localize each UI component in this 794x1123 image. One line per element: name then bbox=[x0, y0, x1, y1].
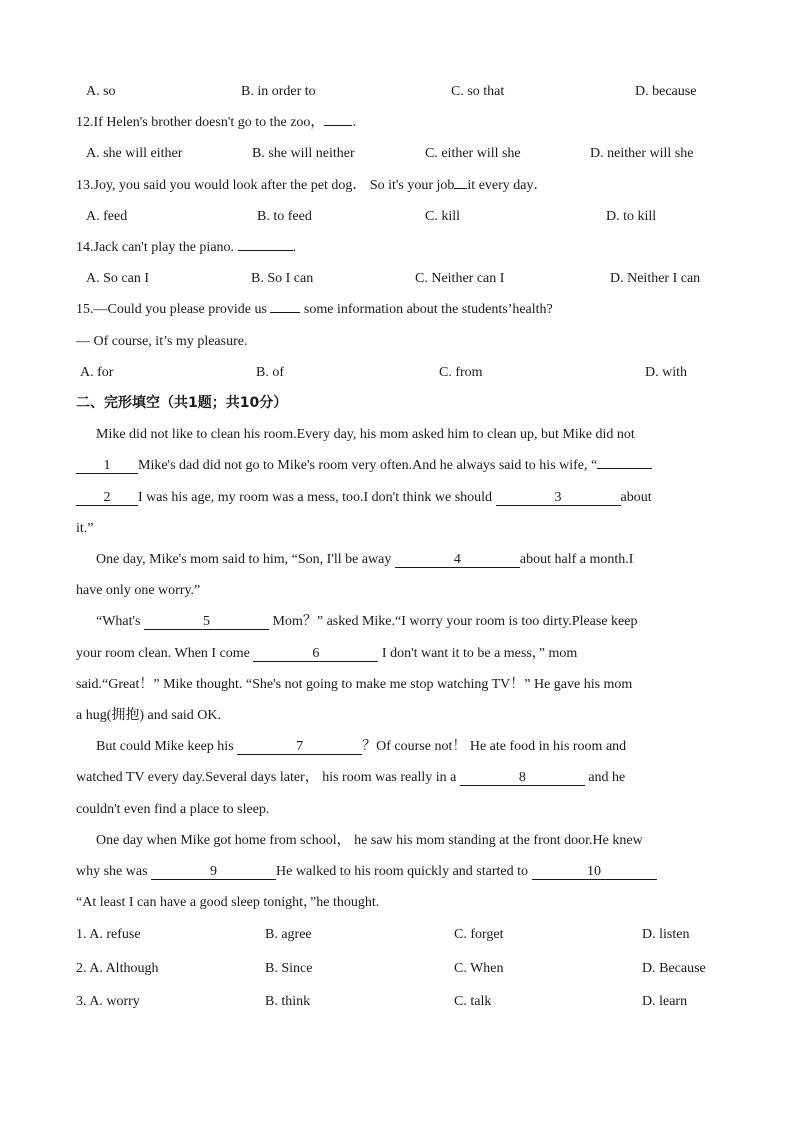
q15-stem-end: some information about the students’health? bbox=[303, 302, 553, 317]
cloze-q1-option-d: D. listen bbox=[642, 927, 690, 942]
q12-option-c: C. either will she bbox=[425, 146, 521, 161]
passage-text: But could Mike keep his bbox=[96, 739, 234, 754]
blank-2-start bbox=[597, 468, 652, 469]
passage-line-2 bbox=[76, 457, 720, 475]
passage-text: I don't want it to be a mess，” mom bbox=[381, 646, 578, 661]
q13-option-c: C. kill bbox=[425, 209, 461, 224]
cloze-q1-option-c: C. forget bbox=[454, 927, 504, 942]
passage-text: I was his age, my room was a mess, too.I don't think we should bbox=[138, 490, 493, 505]
passage-line-13: couldn't even find a place to sleep. bbox=[76, 802, 270, 817]
q14-option-b: B. So I can bbox=[251, 271, 314, 286]
q15-blank bbox=[270, 312, 300, 313]
q14-option-c: C. Neither can I bbox=[415, 271, 505, 286]
q15-option-c: C. from bbox=[439, 365, 483, 380]
cloze-q3-option-b: B. think bbox=[265, 994, 311, 1009]
blank-10: 10 bbox=[532, 864, 657, 880]
passage-line-3 bbox=[76, 489, 720, 507]
passage-text: “What's bbox=[96, 614, 141, 629]
q12-option-a: A. she will either bbox=[86, 146, 183, 161]
q14-stem bbox=[76, 239, 720, 257]
passage-line-8 bbox=[76, 645, 720, 663]
cloze-q1-option-a: 1. A. refuse bbox=[76, 927, 141, 942]
passage-line-11 bbox=[76, 738, 720, 756]
q11-option-c: C. so that bbox=[451, 84, 505, 99]
blank-7: 7 bbox=[237, 739, 362, 755]
blank-3: 3 bbox=[496, 490, 621, 506]
q14-option-a: A. So can I bbox=[86, 271, 149, 286]
q11-option-a: A. so bbox=[86, 84, 116, 99]
passage-line-16: “At least I can have a good sleep tonight，”he thought. bbox=[76, 895, 380, 910]
passage-text: watched TV every day.Several days later， his room was really in a bbox=[76, 770, 457, 785]
q14-stem-end: . bbox=[292, 240, 297, 255]
q13-stem-text: 13.Joy, you said you would look after the pet dog． So it's your job bbox=[76, 178, 455, 193]
blank-4: 4 bbox=[395, 552, 520, 568]
passage-text: your room clean. When I come bbox=[76, 646, 250, 661]
passage-line-9: said.“Great！” Mike thought. “She's not going to make me stop watching TV！” He gave his mom bbox=[76, 677, 633, 692]
q13-blank bbox=[454, 188, 467, 189]
q13-option-b: B. to feed bbox=[257, 209, 312, 224]
passage-text: about bbox=[620, 490, 652, 505]
q15-answer: — Of course, it’s my pleasure. bbox=[76, 334, 248, 349]
q14-blank bbox=[238, 250, 293, 251]
q15-stem-text: 15.—Could you please provide us bbox=[76, 302, 267, 317]
passage-line-15 bbox=[76, 863, 720, 881]
q13-stem-end: it every day． bbox=[467, 178, 548, 193]
q15-option-b: B. of bbox=[256, 365, 284, 380]
blank-5: 5 bbox=[144, 614, 269, 630]
cloze-q1-option-b: B. agree bbox=[265, 927, 312, 942]
blank-8: 8 bbox=[460, 770, 585, 786]
q11-option-d: D. because bbox=[635, 84, 697, 99]
q11-option-b: B. in order to bbox=[241, 84, 316, 99]
blank-9: 9 bbox=[151, 864, 276, 880]
cloze-q2-option-a: 2. A. Although bbox=[76, 961, 159, 976]
blank-6: 6 bbox=[253, 646, 378, 662]
passage-text: Mike's dad did not go to Mike's room very often.And he always said to his wife, “ bbox=[138, 458, 598, 473]
q12-stem-text: 12.If Helen's brother doesn't go to the zoo， bbox=[76, 115, 325, 130]
cloze-q3-option-d: D. learn bbox=[642, 994, 688, 1009]
passage-line-7 bbox=[76, 613, 720, 631]
passage-line-14: One day when Mike got home from school， he saw his mom standing at the front door.He knew bbox=[96, 833, 643, 848]
q12-blank bbox=[324, 125, 352, 126]
cloze-q2-option-c: C. When bbox=[454, 961, 504, 976]
passage-line-4: it.” bbox=[76, 521, 94, 536]
passage-text: One day, Mike's mom said to him, “Son, I'll be away bbox=[96, 552, 392, 567]
q14-option-d: D. Neither I can bbox=[610, 271, 701, 286]
passage-text: about half a month.I bbox=[519, 552, 634, 567]
q12-stem-end: . bbox=[352, 115, 356, 130]
q12-stem bbox=[76, 114, 720, 132]
q15-option-a: A. for bbox=[80, 365, 114, 380]
passage-text: ？Of course not！ He ate food in his room and bbox=[362, 739, 627, 754]
cloze-q3-option-a: 3. A. worry bbox=[76, 994, 140, 1009]
q15-option-d: D. with bbox=[645, 365, 687, 380]
cloze-q2-option-b: B. Since bbox=[265, 961, 313, 976]
passage-line-5 bbox=[76, 551, 720, 569]
q12-option-b: B. she will neither bbox=[252, 146, 355, 161]
q14-stem-text: 14.Jack can't play the piano. bbox=[76, 240, 235, 255]
section-2-title: 二、完形填空（共1题；共10分） bbox=[76, 395, 288, 411]
q13-option-d: D. to kill bbox=[606, 209, 657, 224]
passage-text: Mom？” asked Mike.“I worry your room is too dirty.Please keep bbox=[272, 614, 638, 629]
blank-1: 1 bbox=[76, 458, 138, 474]
q13-option-a: A. feed bbox=[86, 209, 128, 224]
cloze-q2-option-d: D. Because bbox=[642, 961, 706, 976]
passage-line-12 bbox=[76, 769, 720, 787]
q13-stem bbox=[76, 177, 720, 195]
passage-text: He walked to his room quickly and started to bbox=[276, 864, 528, 879]
passage-line-1: Mike did not like to clean his room.Every day, his mom asked him to clean up, but Mike did not bbox=[96, 427, 635, 442]
passage-line-10: a hug(拥抱) and said OK. bbox=[76, 708, 222, 723]
cloze-q3-option-c: C. talk bbox=[454, 994, 492, 1009]
passage-text: why she was bbox=[76, 864, 148, 879]
q12-option-d: D. neither will she bbox=[590, 146, 694, 161]
blank-2: 2 bbox=[76, 490, 138, 506]
q15-stem bbox=[76, 301, 720, 319]
passage-text: and he bbox=[588, 770, 626, 785]
passage-line-6: have only one worry.” bbox=[76, 583, 201, 598]
